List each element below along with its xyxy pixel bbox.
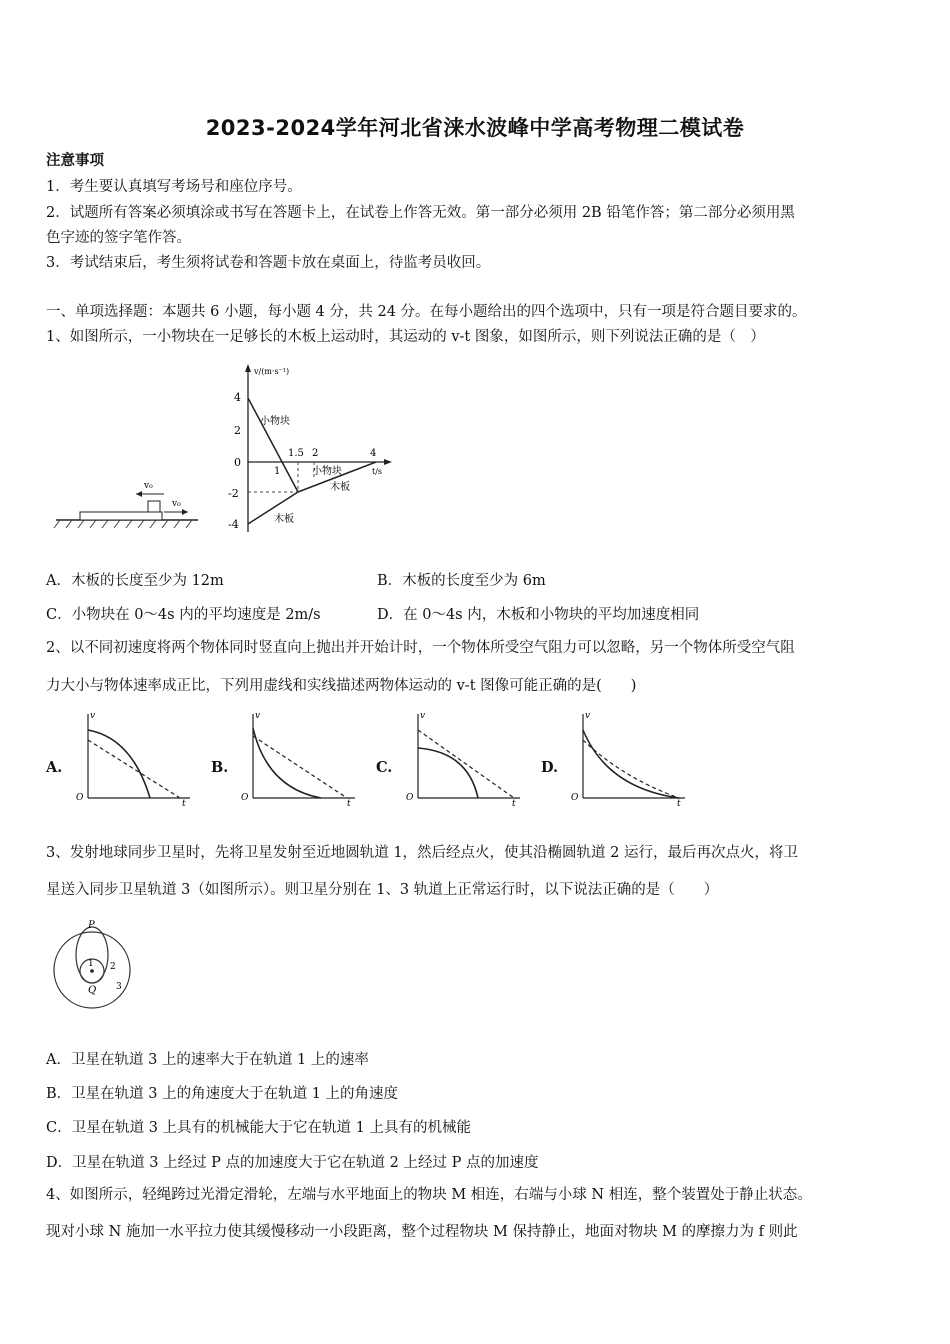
question-4-stem: 现对小球 N 施加一水平拉力使其缓慢移动一小段距离，整个过程物块 M 保持静止，地面对物块 M 的摩擦力为 f 则此 <box>46 1224 798 1240</box>
q2-graph-b <box>237 708 362 806</box>
notice-item: 色字迹的签字笔作答。 <box>46 230 191 246</box>
q3-option-a[interactable]: A．卫星在轨道 3 上的速率大于在轨道 1 上的速率 <box>46 1052 369 1068</box>
p-label: P <box>88 920 95 931</box>
question-2-stem: 力大小与物体速率成正比，下列用虚线和实线描述两物体运动的 v-t 图像可能正确的是( ) <box>46 678 637 694</box>
axis-label: v/(m·s⁻¹) <box>254 367 290 376</box>
v-label: v <box>255 711 261 721</box>
q1-option-b[interactable]: B．木板的长度至少为 6m <box>377 573 546 589</box>
tick: -2 <box>228 487 239 500</box>
notice-item: 1．考生要认真填写考场号和座位序号。 <box>46 179 302 195</box>
tick: 4 <box>234 391 241 404</box>
block-board-figure <box>52 468 202 532</box>
t-label: t <box>182 799 186 806</box>
q1-option-a[interactable]: A．木板的长度至少为 12m <box>46 573 224 589</box>
page-title: 2023-2024学年河北省涞水波峰中学高考物理二模试卷 <box>205 116 745 140</box>
v-label: v <box>90 711 96 721</box>
tick: 0 <box>234 456 241 469</box>
q2-graph-d <box>567 708 692 806</box>
label: 木板 <box>274 514 294 525</box>
section-heading: 一、单项选择题：本题共 6 小题，每小题 4 分，共 24 分。在每小题给出的四个选项中，只有一项是符合题目要求的。 <box>46 304 807 320</box>
tick: -4 <box>228 518 239 531</box>
q2-option-c[interactable]: C. <box>376 759 393 776</box>
q3-option-d[interactable]: D．卫星在轨道 3 上经过 P 点的加速度大于它在轨道 2 上经过 P 点的加速度 <box>46 1155 539 1171</box>
orbit-figure <box>48 914 138 1014</box>
orbit-label: 1 <box>88 959 94 969</box>
t-label: t <box>677 799 681 806</box>
orbit-label: 2 <box>110 962 116 972</box>
question-2-stem: 2、以不同初速度将两个物体同时竖直向上抛出并开始计时，一个物体所受空气阻力可以忽略，另一个物体所受空气阻 <box>46 640 795 656</box>
v-label: v <box>585 711 591 721</box>
block <box>148 501 160 512</box>
q-label: Q <box>88 985 97 996</box>
origin-label: O <box>241 793 249 803</box>
t-label: t <box>347 799 351 806</box>
v-label: v <box>420 711 426 721</box>
label: 木板 <box>330 482 350 493</box>
vt-graph-q1 <box>226 362 396 534</box>
q2-option-d[interactable]: D. <box>541 759 559 776</box>
tick: 1.5 <box>288 448 304 459</box>
ground-hatch <box>54 520 192 528</box>
origin-label: O <box>571 793 579 803</box>
label: 小物块 <box>312 466 342 477</box>
notice-heading: 注意事项 <box>46 152 104 169</box>
t-label: t/s <box>372 467 383 476</box>
board <box>80 512 162 520</box>
tick: 4 <box>370 448 377 459</box>
q2-graph-a <box>72 708 197 806</box>
notice-item: 2．试题所有答案必须填涂或书写在答题卡上，在试卷上作答无效。第一部分必须用 2B 铅笔作答；第二部分必须用黑 <box>46 205 795 221</box>
question-1-stem: 1、如图所示，一小物块在一足够长的木板上运动时，其运动的 v-t 图象，如图所示，则下列说法正确的是（ ） <box>46 329 765 345</box>
q1-option-d[interactable]: D．在 0～4s 内，木板和小物块的平均加速度相同 <box>377 607 700 623</box>
tick: 2 <box>234 424 241 437</box>
question-4-stem: 4、如图所示，轻绳跨过光滑定滑轮，左端与水平地面上的物块 M 相连，右端与小球 N 相连，整个装置处于静止状态。 <box>46 1187 812 1203</box>
q2-graph-c <box>402 708 527 806</box>
question-3-stem: 星送入同步卫星轨道 3（如图所示）。则卫星分别在 1、3 轨道上正常运行时，以下说法正确的是（ ） <box>46 882 719 898</box>
v0-label: v₀ <box>144 481 153 491</box>
question-3-stem: 3、发射地球同步卫星时，先将卫星发射至近地圆轨道 1，然后经点火，使其沿椭圆轨道 2 运行，最后再次点火，将卫 <box>46 845 798 861</box>
origin-label: O <box>76 793 84 803</box>
label: 小物块 <box>260 416 290 427</box>
notice-item: 3．考试结束后，考生须将试卷和答题卡放在桌面上，待监考员收回。 <box>46 255 491 271</box>
q3-option-c[interactable]: C．卫星在轨道 3 上具有的机械能大于它在轨道 1 上具有的机械能 <box>46 1120 471 1136</box>
orbit-label: 3 <box>116 982 122 992</box>
q2-option-a[interactable]: A. <box>46 759 63 776</box>
block-line <box>248 398 298 492</box>
q1-option-c[interactable]: C．小物块在 0～4s 内的平均速度是 2m/s <box>46 607 321 623</box>
tick: 1 <box>274 466 281 477</box>
origin-label: O <box>406 793 414 803</box>
q3-option-b[interactable]: B．卫星在轨道 3 上的角速度大于在轨道 1 上的角速度 <box>46 1086 399 1102</box>
v0-label: v₀ <box>172 499 181 509</box>
q2-option-b[interactable]: B. <box>211 759 229 776</box>
t-label: t <box>512 799 516 806</box>
tick: 2 <box>312 448 319 459</box>
